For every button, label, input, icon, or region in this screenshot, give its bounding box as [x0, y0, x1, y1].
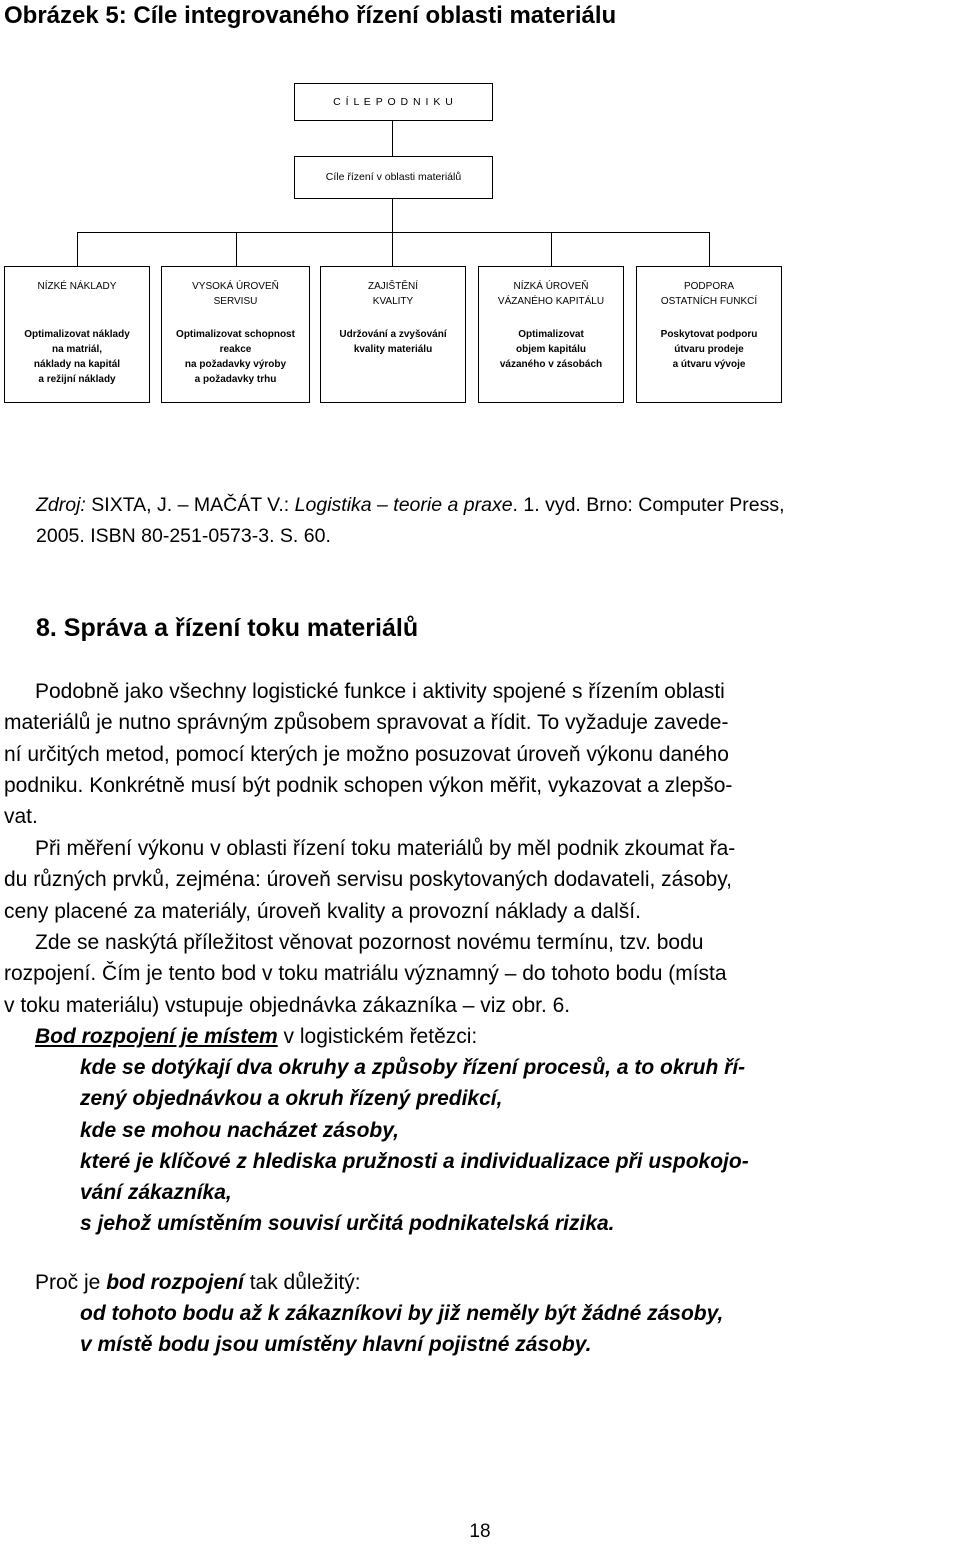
text-line: ceny placené za materiály, úroveň kvality a provozní náklady a další. [4, 899, 641, 923]
text-line: Podobně jako všechny logistické funkce i aktivity spojené s řízením oblasti [35, 680, 725, 703]
connector-line [551, 232, 552, 266]
goal-column-head: VYSOKÁ ÚROVEŇ SERVISU [192, 281, 279, 307]
section-heading: 8. Správa a řízení toku materiálů [36, 614, 419, 642]
why-intro: Proč je bod rozpojení tak důležitý: [35, 1271, 361, 1294]
definition-intro [4, 1021, 956, 1052]
goal-column-low-costs [4, 266, 150, 403]
branch-line [77, 232, 709, 233]
goal-column-head: NÍZKÉ NÁKLADY [37, 281, 117, 292]
paragraph-2 [4, 833, 956, 927]
text-line: Zde se naskýtá příležitost věnovat pozornost novému termínu, tzv. bodu [35, 931, 704, 954]
list-item: které je klíčové z hlediska pružnosti a individualizace při uspokojo- vání zákazníka, [80, 1149, 749, 1205]
connector-line [236, 232, 237, 266]
text-line: ní určitých metod, pomocí kterých je možno posuzovat úroveň výkonu daného [4, 742, 729, 766]
text-line: Při měření výkonu v oblasti řízení toku materiálů by měl podnik zkoumat řa- [35, 837, 736, 860]
material-goals-box: Cíle řízení v oblasti materiálů [294, 156, 493, 199]
goal-column-head: ZAJIŠTĚNÍ KVALITY [367, 281, 418, 307]
goal-column-desc: Udržování a zvyšování kvality materiálu [339, 329, 447, 355]
goal-column-quality [320, 266, 466, 403]
goal-column-support [636, 266, 782, 403]
company-goals-box: C Í L E P O D N I K U [294, 83, 493, 121]
source-publisher: . 1. vyd. Brno: Computer Press, [512, 494, 785, 516]
goal-column-desc: Optimalizovat náklady na matriál, náklady na kapitál a režijní náklady [24, 329, 130, 385]
list-item: kde se dotýkají dva okruhy a způsoby řízení procesů, a to okruh ří- zený objednávkou a okruh řízený predikcí, [80, 1056, 746, 1111]
paragraph-3 [4, 927, 956, 1021]
figure-title: Obrázek 5: Cíle integrovaného řízení oblasti materiálu [4, 2, 617, 29]
text-line: podniku. Konkrétně musí být podnik schopen výkon měřit, vykazovat a zlepšo- [4, 773, 733, 797]
definition-rest: v logistickém řetězci: [277, 1025, 478, 1048]
source-label: Zdroj: [36, 494, 86, 516]
list-item: kde se mohou nacházet zásoby, [80, 1118, 399, 1142]
goal-column-desc: Optimalizovat schopnost reakce na požadavky výroby a požadavky trhu [176, 329, 295, 385]
goal-column-service [161, 266, 310, 403]
definition-bullet-list [38, 1052, 948, 1240]
connector-line [392, 121, 393, 156]
connector-line [392, 199, 393, 232]
paragraph-1 [4, 676, 956, 832]
figure-source [36, 490, 926, 552]
connector-line [77, 232, 78, 266]
text-line: v toku materiálu) vstupuje objednávka zákazníka – viz obr. 6. [4, 993, 571, 1017]
list-item: od tohoto bodu až k zákazníkovi by již neměly být žádné zásoby, [80, 1302, 724, 1325]
goal-column-capital [478, 266, 624, 403]
list-item: v místě bodu jsou umístěny hlavní pojistné zásoby. [80, 1333, 592, 1357]
page-number: 18 [469, 1521, 491, 1542]
source-isbn: 2005. ISBN 80-251-0573-3. S. 60. [36, 525, 331, 547]
connector-line [709, 232, 710, 266]
source-title: Logistika – teorie a praxe [294, 494, 513, 516]
why-bullet-list [38, 1298, 948, 1361]
list-item: s jehož umístěním souvisí určitá podnikatelská rizika. [80, 1212, 615, 1236]
connector-line [392, 232, 393, 266]
goal-column-desc: Poskytovat podporu útvaru prodeje a útvaru vývoje [660, 329, 758, 370]
text-line: du různých prvků, zejména: úroveň servisu poskytovaných dodavateli, zásoby, [4, 868, 732, 892]
text-line: rozpojení. Čím je tento bod v toku matriálu významný – do tohoto bodu (místa [4, 962, 727, 986]
text-line: materiálů je nutno správným způsobem spravovat a řídit. To vyžaduje zavede- [4, 711, 729, 735]
goal-column-head: NÍZKÁ ÚROVEŇ VÁZANÉHO KAPITÁLU [497, 281, 605, 307]
text-line: vat. [4, 805, 38, 829]
definition-term: Bod rozpojení je místem [35, 1025, 278, 1048]
goal-column-head: PODPORA OSTATNÍCH FUNKCÍ [660, 281, 758, 307]
why-term: bod rozpojení [106, 1271, 244, 1294]
goal-column-desc: Optimalizovat objem kapitálu vázaného v zásobách [499, 329, 603, 370]
source-authors: SIXTA, J. – MAČÁT V.: [85, 494, 295, 516]
